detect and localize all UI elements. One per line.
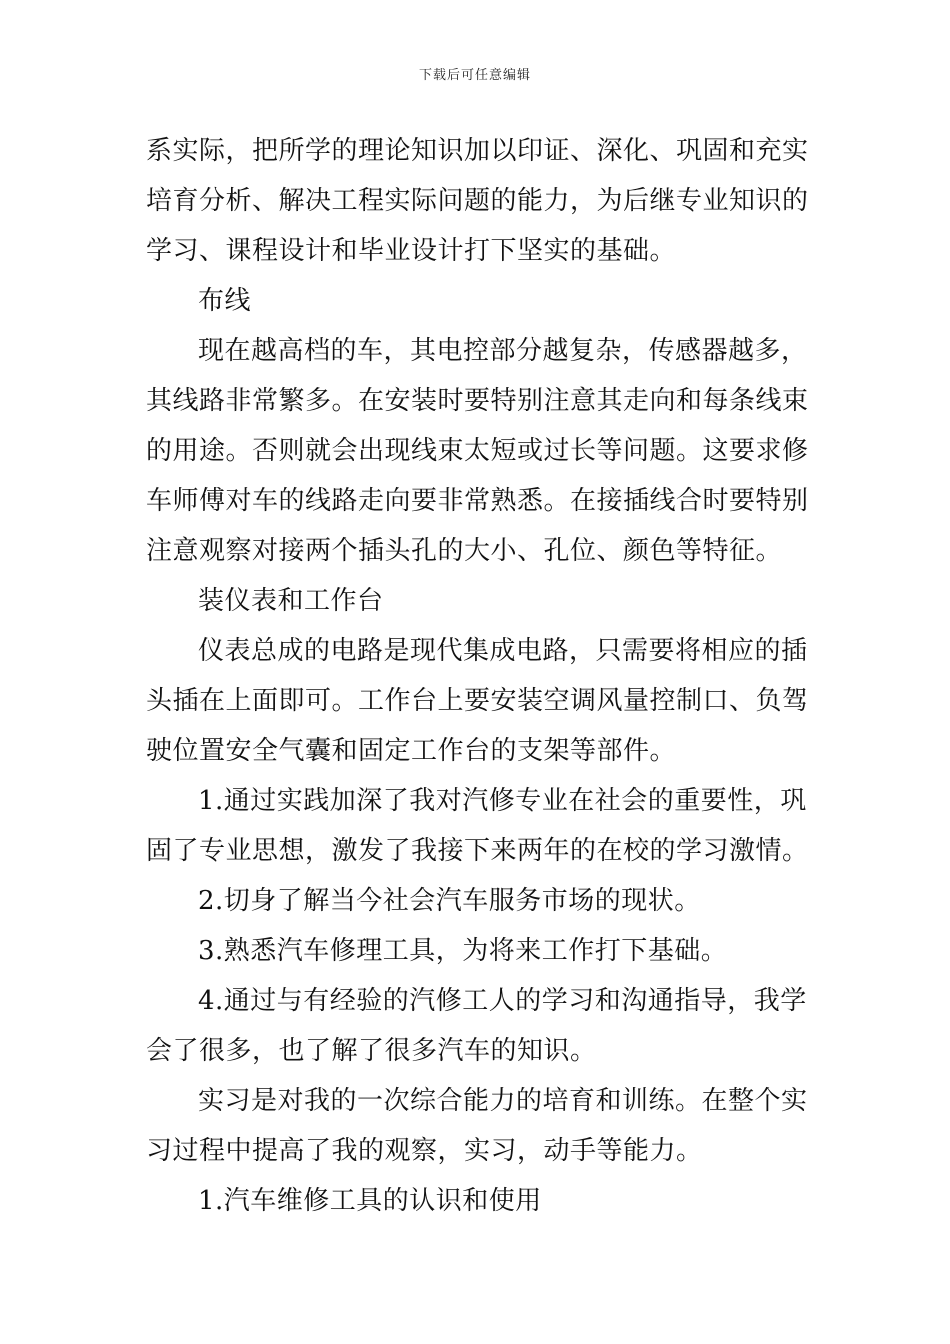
text-line: 4.通过与有经验的汽修工人的学习和沟通指导，我学 <box>198 986 807 1016</box>
text-line: 仪表总成的电路是现代集成电路，只需要将相应的插 <box>198 636 808 666</box>
text-line: 的用途。否则就会出现线束太短或过长等问题。这要求修 <box>146 436 809 466</box>
text-line: 注意观察对接两个插头孔的大小、孔位、颜色等特征。 <box>146 536 783 566</box>
text-line: 习过程中提高了我的观察，实习，动手等能力。 <box>146 1136 703 1166</box>
text-line: 其线路非常繁多。在安装时要特别注意其走向和每条线束 <box>146 386 809 416</box>
text-line: 固了专业思想，激发了我接下来两年的在校的学习激情。 <box>146 836 809 866</box>
text-line: 1.汽车维修工具的认识和使用 <box>198 1186 542 1216</box>
text-line: 培育分析、解决工程实际问题的能力，为后继专业知识的 <box>146 186 809 216</box>
text-line: 3.熟悉汽车修理工具，为将来工作打下基础。 <box>198 936 728 966</box>
text-line: 布线 <box>198 286 252 316</box>
text-line: 1.通过实践加深了我对汽修专业在社会的重要性，巩 <box>198 786 807 816</box>
page-header: 下载后可任意编辑 <box>418 68 531 83</box>
text-line: 2.切身了解当今社会汽车服务市场的现状。 <box>198 886 701 916</box>
document-body <box>146 126 808 1226</box>
text-line: 车师傅对车的线路走向要非常熟悉。在接插线合时要特别 <box>146 486 809 516</box>
text-line: 系实际，把所学的理论知识加以印证、深化、巩固和充实 <box>146 136 809 166</box>
text-line: 学习、课程设计和毕业设计打下坚实的基础。 <box>146 236 677 266</box>
text-line: 实习是对我的一次综合能力的培育和训练。在整个实 <box>198 1086 808 1116</box>
text-line: 装仪表和工作台 <box>198 586 384 616</box>
text-line: 驶位置安全气囊和固定工作台的支架等部件。 <box>146 736 677 766</box>
text-line: 头插在上面即可。工作台上要安装空调风量控制口、负驾 <box>146 686 809 716</box>
text-line: 会了很多，也了解了很多汽车的知识。 <box>146 1036 597 1066</box>
text-line: 现在越高档的车，其电控部分越复杂，传感器越多， <box>198 336 808 366</box>
